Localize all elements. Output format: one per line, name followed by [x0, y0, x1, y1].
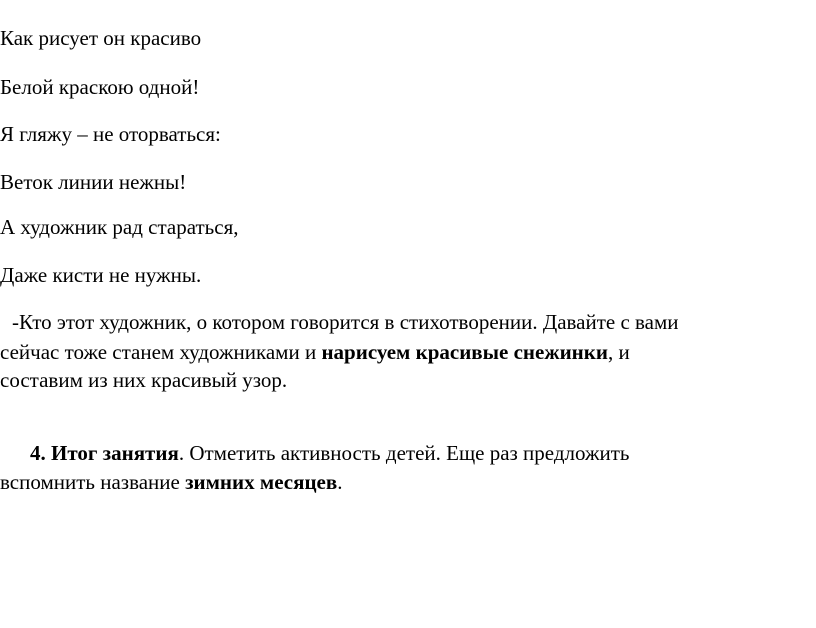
poem-line-2: Белой краскою одной!	[0, 75, 200, 99]
poem-line-3: Я гляжу – не оторваться:	[0, 122, 221, 146]
poem-line-1: Как рисует он красиво	[0, 26, 202, 50]
poem-line-4: Веток линии нежны!	[0, 170, 187, 194]
question-line-2	[0, 340, 630, 364]
question-line-3: составим из них красивый узор.	[0, 368, 288, 392]
poem-line-5: А художник рад стараться,	[0, 215, 239, 239]
summary-emphasis: зимних месяцев	[185, 470, 338, 494]
question-line-1: -Кто этот художник, о котором говорится в стихотворении. Давайте с вами	[12, 310, 679, 334]
summary-heading: 4. Итог занятия	[30, 441, 179, 465]
summary-line-1-rest: . Отметить активность детей. Еще раз предложить	[178, 441, 630, 465]
question-line-2-end: , и	[607, 340, 630, 364]
question-emphasis: нарисуем красивые снежинки	[321, 340, 608, 364]
summary-line-2	[0, 470, 342, 494]
poem-line-6: Даже кисти не нужны.	[0, 263, 202, 287]
summary-line-2-end: .	[337, 470, 343, 494]
question-line-2-start: сейчас тоже станем художниками и	[0, 340, 322, 364]
summary-line-2-start: вспомнить название	[0, 470, 186, 494]
summary-line-1	[30, 441, 629, 465]
